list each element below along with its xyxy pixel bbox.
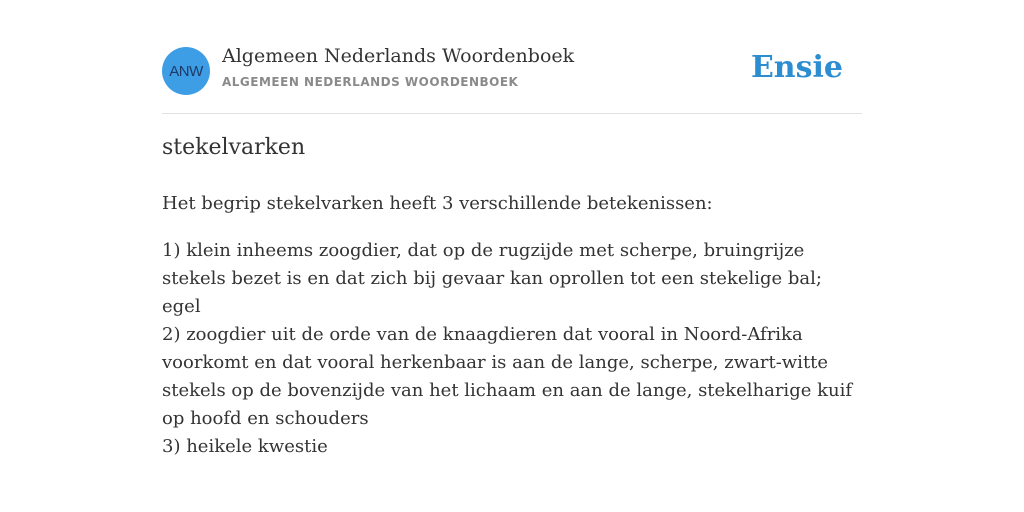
entry-word: stekelvarken (162, 135, 306, 160)
entry-intro: Het begrip stekelvarken heeft 3 verschillende betekenissen: (162, 193, 713, 214)
entry-card (162, 0, 862, 457)
anw-logo[interactable] (162, 47, 210, 95)
meaning-item: 1) klein inheems zoogdier, dat op de rugzijde met scherpe, bruingrijze stekels bezet is en dat zich bij gevaar kan oprollen tot een stekelige bal; egel (162, 240, 822, 317)
meanings-list (162, 237, 862, 461)
meaning-item: 3) heikele kwestie (162, 436, 328, 457)
header (162, 0, 862, 114)
site-title[interactable]: Algemeen Nederlands Woordenboek (222, 45, 575, 67)
ensie-brand-logo[interactable]: Ensie (750, 50, 843, 85)
site-subtitle: ALGEMEEN NEDERLANDS WOORDENBOEK (222, 75, 519, 89)
meaning-item: 2) zoogdier uit de orde van de knaagdieren dat vooral in Noord-Afrika voorkomt en dat vooral herkenbaar is aan de lange, scherpe, zwart-witte stekels op de bovenzijde van het lichaam en aan de lange, stekelharige kuif op hoofd en schouders (162, 324, 853, 429)
logo-text: ANW (169, 62, 203, 80)
